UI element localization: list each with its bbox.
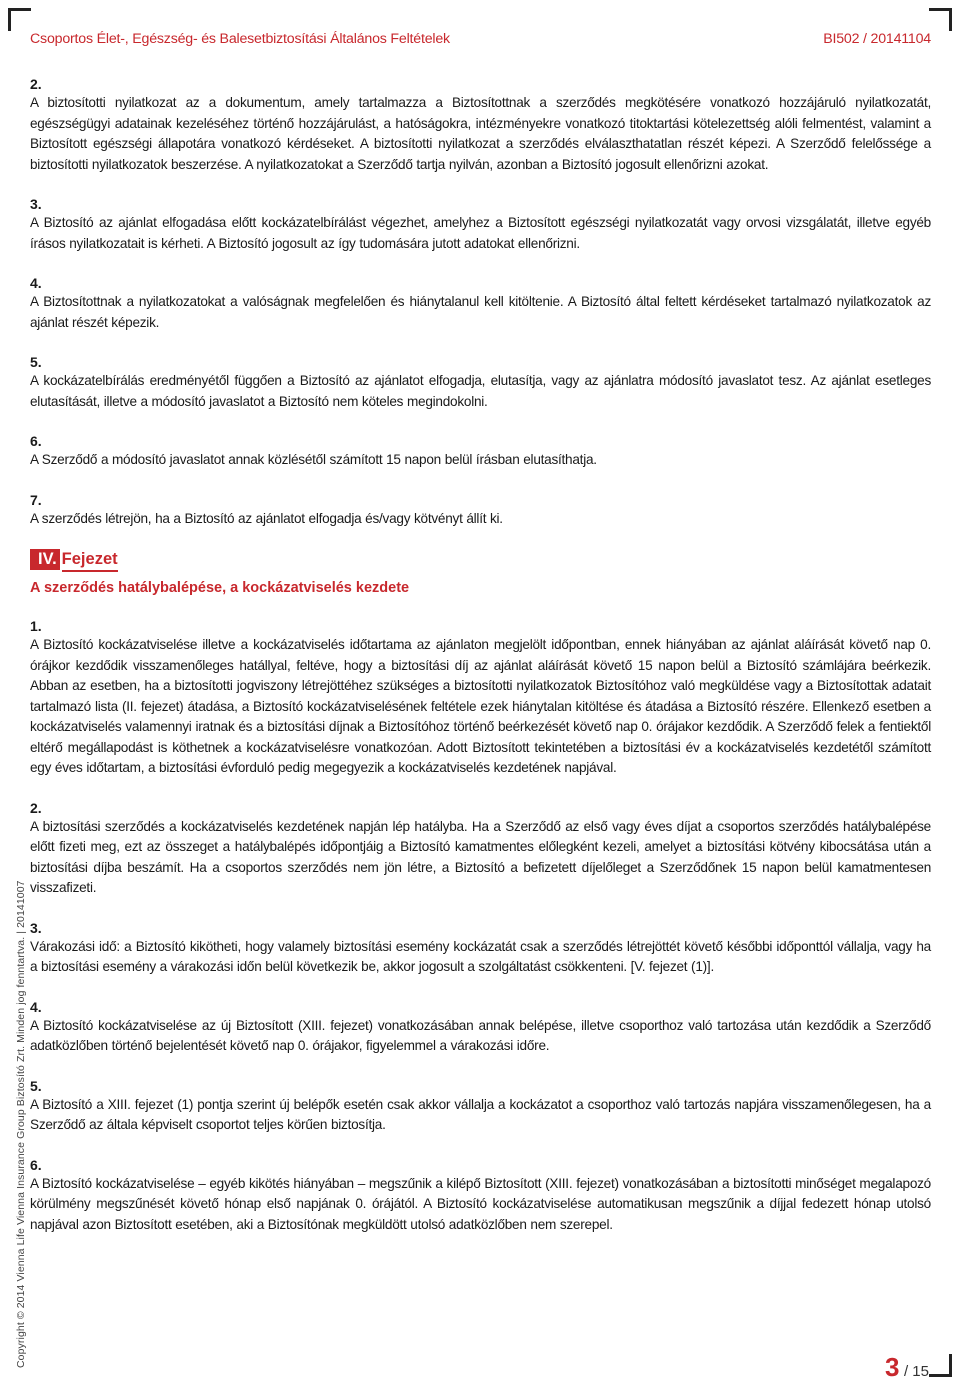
section-number: 3. <box>30 919 42 936</box>
section-3 <box>30 195 931 254</box>
section-number: 4. <box>30 275 42 291</box>
document-body <box>30 75 931 1255</box>
section-text: A Biztosítottnak a nyilatkozatokat a valóságnak megfelelően és hiánytalanul kell kitöltenie. A Biztosító által feltett kérdéseket tartalmazó nyilatkozatok az ajánlat részét képezik. <box>30 294 931 330</box>
page-number <box>885 1352 929 1383</box>
chapter-section-6 <box>30 1156 931 1236</box>
section-number: 6. <box>30 433 42 449</box>
section-number: 7. <box>30 491 42 508</box>
chapter-label: Fejezet <box>62 549 118 572</box>
chapter-section-2 <box>30 799 931 899</box>
section-number: 3. <box>30 196 42 212</box>
document-code: BI502 / 20141104 <box>823 31 931 47</box>
total-pages: / 15 <box>903 1363 929 1380</box>
chapter-section-1 <box>30 617 931 779</box>
copyright-notice: Copyright © 2014 Vienna Life Vienna Insurance Group Biztosító Zrt. Minden jog fenntartva. | 20141007 <box>15 880 27 1368</box>
section-number: 4. <box>30 998 42 1015</box>
section-4 <box>30 274 931 333</box>
section-text: A Biztosító kockázatviselése illetve a kockázatviselés időtartama az ajánlaton megjelölt időpontban, ennek hiányában az ajánlat aláírását követő nap 0. órájkor kezdődik visszamenőleges hatállyal, feltéve, hogy a biztosítási díj az ajánlat aláírását követő 15 napon belül a Biztosító számlájára beérkezik. Abban az esetben, ha a biztosítotti jogviszony létrejöttéhez szükséges a biztosítotti nyilatkozatok Biztosítóhoz való megküldése vagy a Biztosítottak adatait tartalmazó lista (II. fejezet) átadása, a Biztosító kockázatviselésének feltétele ezek hiánytalan kitöltése és átadása a Biztosító részére. Ellenkező esetben a kockázatviselés valamennyi iratnak és a biztosítási díjnak a Biztosítóhoz történő beérkezését követő nap 0. órájakor kezdődik. A Szerződő felek a fentiektől eltérő megállapodást is köthetnek a kockázatviselésre vonatkozóan. Adott Biztosított tekintetében a biztosítási év a kockázatviselés kezdetétől számított egy éves időtartam, a biztosítási évforduló pedig megegyezik a kockázatviselés kezdetének napjával. <box>30 637 931 775</box>
section-7 <box>30 491 931 530</box>
section-text: A biztosítási szerződés a kockázatviselés kezdetének napján lép hatályba. Ha a Szerződő az első vagy éves díjat a csoportos szerződés hatálybalépése előtt fizeti meg, ezt az összeget a hatálybalépés időpontjáig a Biztosító kamatmentes előlegként kezeli, amelyet a biztosítási kötvény kibocsátása után a biztosítási díjba beszámít. Ha a csoportos szerződés nem jön létre, a Biztosító a befizetett díjelőleget a Szerződőnek 15 napon belül kamatmentesen visszafizeti. <box>30 818 931 895</box>
section-6 <box>30 432 931 471</box>
document-title: Csoportos Élet-, Egészség- és Balesetbiztosítási Általános Feltételek <box>30 31 450 47</box>
section-number: 6. <box>30 1156 42 1173</box>
section-number: 5. <box>30 354 42 370</box>
section-number: 2. <box>30 799 42 816</box>
section-number: 2. <box>30 76 42 92</box>
section-text: A Biztosító kockázatviselése az új Biztosított (XIII. fejezet) vonatkozásában annak belépése, illetve csoporthoz való tartozása után kezdődik a Szerződő adatközlőben történő bejelentését követő nap 0. órájakor, figyelemmel a várakozási időre. <box>30 1017 931 1053</box>
section-text: A kockázatelbírálás eredményétől függően a Biztosító az ajánlatot elfogadja, elutasítja, vagy az ajánlatra módosító javaslatot tesz. Az ajánlat esetleges elutasítását, illetve a módosító javaslatot a Biztosító nem köteles megindokolni. <box>30 373 931 409</box>
section-text: A szerződés létrejön, ha a Biztosító az ajánlatot elfogadja és/vagy kötvényt állít ki. <box>30 510 503 526</box>
crop-mark-bottom-right <box>929 1354 952 1377</box>
section-5 <box>30 353 931 412</box>
section-text: Várakozási idő: a Biztosító kikötheti, hogy valamely biztosítási esemény kockázatát csak a szerződés létrejöttét követő későbbi időponttól vállalja, vagy ha a biztosítási esemény a várakozási időn belül következik be, akkor jogosult a szolgáltatást csökkenteni. [V. fejezet (1)]. <box>30 938 931 974</box>
chapter-subtitle: A szerződés hatálybalépése, a kockázatviselés kezdete <box>30 580 410 596</box>
section-number: 5. <box>30 1077 42 1094</box>
section-text: A Biztosító kockázatviselése – egyéb kikötés hiányában – megszűnik a kilépő Biztosított (XIII. fejezet) vonatkozásában a biztosítotti minőséget megalapozó körülmény megszűnését követő hónap első napjának 0. órájától. A Biztosító kockázatviselése automatikusan megszűnik a díjjal fedezett hónap utolsó napjával azon Biztosított esetében, aki a Biztosítónak megküldött utolsó adatközlőben nem szerepel. <box>30 1175 931 1232</box>
section-text: A Szerződő a módosító javaslatot annak közlésétől számított 15 napon belül írásban elutasíthatja. <box>30 452 597 467</box>
current-page: 3 <box>885 1352 900 1382</box>
chapter-section-3 <box>30 919 931 978</box>
chapter-number: IV. <box>30 549 60 570</box>
section-2 <box>30 75 931 175</box>
crop-mark-top-right <box>929 8 952 31</box>
section-text: A biztosítotti nyilatkozat az a dokumentum, amely tartalmazza a Biztosítottnak a szerződés megkötésére vonatkozó hozzájáruló nyilatkozatát, egészségügyi adatainak kezeléséhez történő hozzájárulást, a hatóságokra, intézményekre vonatkozó titoktartási kötelezettség alóli felmentést, valamint a Biztosított egészségi állapotára vonatkozó kérdéseket. A biztosítotti nyilatkozat a szerződés elválaszthatatlan részét képezi. A Szerződő felelőssége a biztosítotti nyilatkozatok beszerzése. A nyilatkozatokat a Szerződő tartja nyilván, azonban a Biztosító jogosult ellenőrizni azokat. <box>30 95 931 172</box>
section-number: 1. <box>30 618 42 634</box>
chapter-heading <box>30 549 931 599</box>
chapter-section-5 <box>30 1077 931 1136</box>
crop-mark-top-left <box>8 8 31 31</box>
page-header <box>30 31 931 53</box>
chapter-section-4 <box>30 998 931 1057</box>
section-text: A Biztosító az ajánlat elfogadása előtt kockázatelbírálást végezhet, amelyhez a Biztosított egészségi nyilatkozatát vagy orvosi vizsgálatát, illetve egyéb írásos nyilatkozatait is kérheti. A Biztosító jogosult az így tudomására jutott adatokat ellenőrizni. <box>30 215 931 251</box>
section-text: A Biztosító a XIII. fejezet (1) pontja szerint új belépők esetén csak akkor vállalja a kockázatot a csoporthoz való tartozás napjára visszamenőlegesen, ha a Szerződő az általa képviselt csoportot teljes körűen biztosítja. <box>30 1096 931 1132</box>
